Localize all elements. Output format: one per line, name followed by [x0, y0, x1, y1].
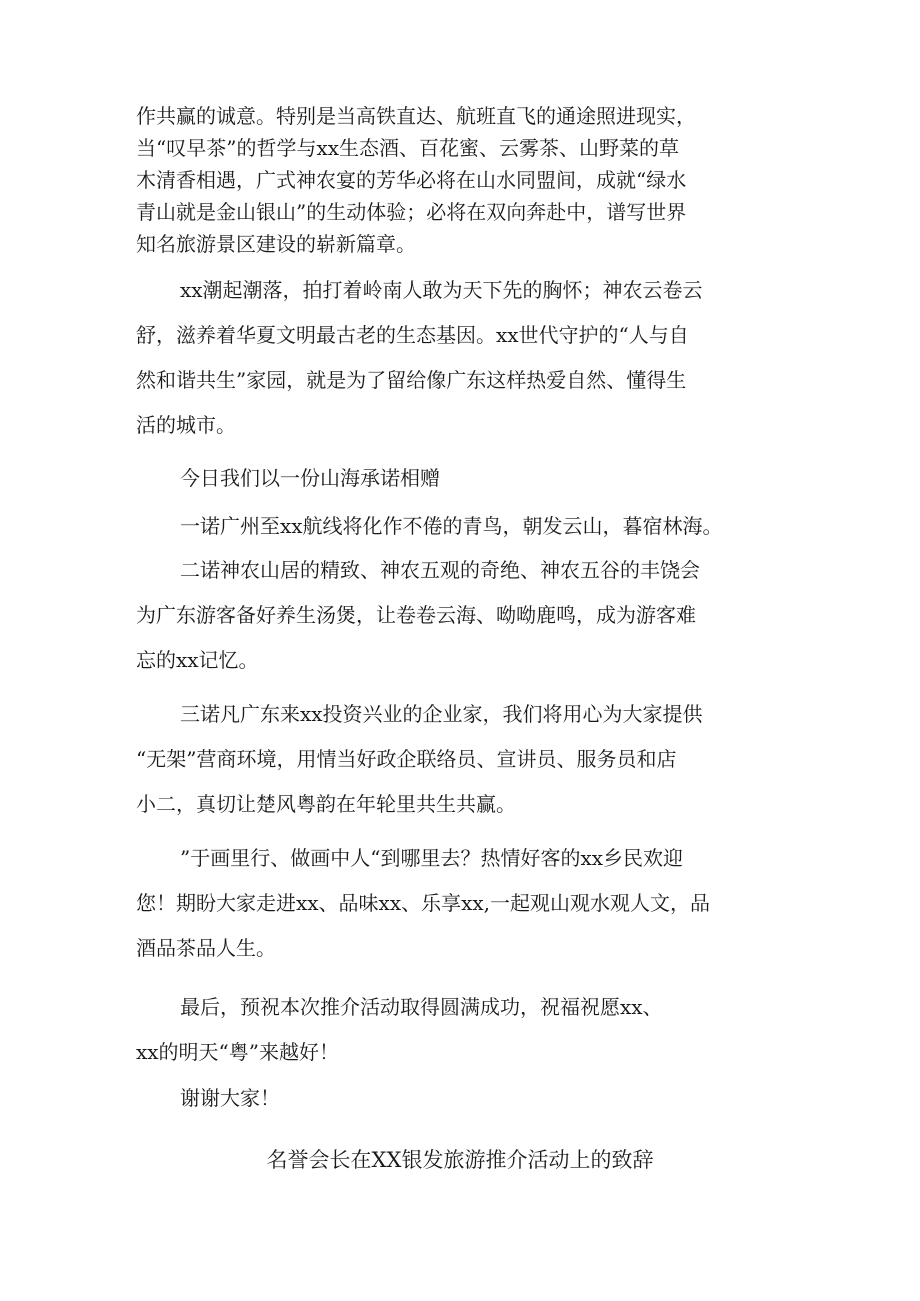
- text-line: 今日我们以一份山海承诺相赠: [180, 466, 440, 490]
- paragraph-9: [136, 1082, 796, 1114]
- text-line: 酒品茶品人生。: [136, 936, 276, 960]
- text-line: 您！期盼大家走进xx、品味xx、乐享xx,一起观山观水观人文，品: [136, 891, 711, 915]
- text-line: 为广东游客备好养生汤煲，让卷卷云海、呦呦鹿鸣，成为游客难: [136, 603, 696, 627]
- text-line: 二诺神农山居的精致、神农五观的奇绝、神农五谷的丰饶会: [180, 558, 700, 582]
- paragraph-2: [136, 268, 796, 448]
- text-line: xx的明天“粤”来越好！: [136, 1040, 340, 1064]
- text-line: 三诺凡广东来xx投资兴业的企业家，我们将用心为大家提供: [180, 702, 703, 726]
- text-line: 知名旅游景区建设的崭新篇章。: [136, 232, 416, 256]
- text-line: 舒，滋养着华夏文明最古老的生态基因。xx世代守护的“人与自: [136, 323, 689, 347]
- text-line: 然和谐共生”家园，就是为了留给像广东这样热爱自然、懂得生: [136, 368, 687, 392]
- text-line: 一诺广州至xx航线将化作不倦的青鸟，朝发云山，暮宿林海。: [180, 514, 723, 538]
- text-line: 活的城市。: [136, 413, 236, 437]
- paragraph-8: [136, 985, 796, 1075]
- paragraph-6: [136, 692, 796, 827]
- text-line: “无架”营商环境，用情当好政企联络员、宣讲员、服务员和店: [136, 747, 677, 771]
- text-line: xx潮起潮落，拍打着岭南人敢为天下先的胸怀；神农云卷云: [180, 278, 703, 302]
- paragraph-7: [136, 836, 796, 971]
- text-line: 小二，真切让楚风粤韵在年轮里共生共赢。: [136, 792, 516, 816]
- text-line: 青山就是金山银山”的生动体验；必将在双向奔赴中，谱写世界: [136, 200, 687, 224]
- text-line: 忘的xx记忆。: [136, 648, 259, 672]
- text-line: 谢谢大家！: [180, 1086, 280, 1110]
- document-title: 名誉会长在XX银发旅游推介活动上的致辞: [266, 1148, 654, 1172]
- paragraph-5: [136, 548, 796, 683]
- paragraph-4: [136, 510, 796, 542]
- paragraph-3: [136, 462, 796, 494]
- paragraph-1: [136, 100, 796, 260]
- text-line: 最后，预祝本次推介活动取得圆满成功，祝福祝愿xx、: [180, 995, 663, 1019]
- text-line: 木清香相遇，广式神农宴的芳华必将在山水同盟间，成就“绿水: [136, 168, 687, 192]
- text-line: ”于画里行、做画中人“到哪里去？热情好客的xx乡民欢迎: [180, 846, 684, 870]
- text-line: 作共赢的诚意。特别是当高铁直达、航班直飞的通途照进现实，: [136, 104, 696, 128]
- text-line: 当“叹早茶”的哲学与xx生态酒、百花蜜、云雾茶、山野菜的草: [136, 136, 680, 160]
